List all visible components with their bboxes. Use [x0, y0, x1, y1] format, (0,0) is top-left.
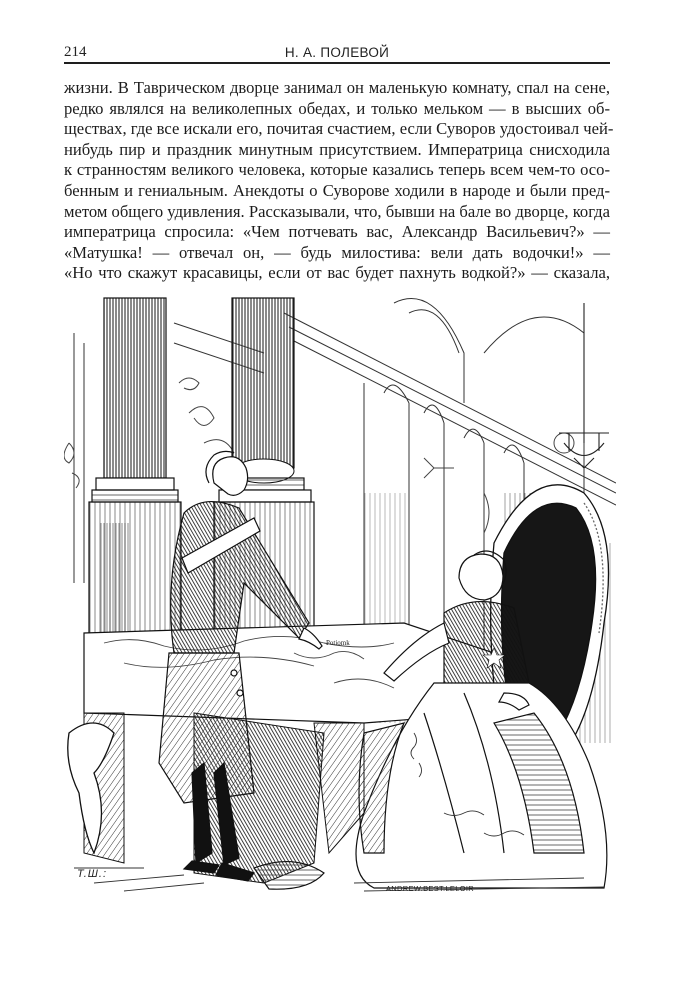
text-line: к странностям великого человека, которые казались теперь всем чем-то осо- — [64, 160, 610, 180]
text-line: жизни. В Таврическом дворце занимал он маленькую комнату, спал на сене, — [64, 78, 610, 97]
text-line: «Но что скажут красавицы, если от вас будет пахнуть водкой?» — сказала, — [64, 263, 610, 283]
engraving-illustration — [64, 293, 616, 893]
text-line: бенным и гениальным. Анекдоты о Суворове ходили в народе и были пред- — [64, 180, 610, 200]
text-line: метом общего удивления. Рассказывали, что, бывши на бале во дворце, когда — [64, 201, 610, 221]
engraver-signature: Т.Ш.: — [77, 868, 108, 880]
text-line: ществах, где все искали его, почитая счастием, если Суворов удостоивал чей- — [64, 119, 614, 139]
header-rule — [64, 62, 610, 64]
body-text — [64, 78, 614, 284]
running-title: Н. А. ПОЛЕВОЙ — [284, 45, 390, 60]
page-number: 214 — [64, 44, 87, 60]
running-head — [64, 44, 610, 62]
text-line: нибудь пир и праздник минутным присутствием. Императрица снисходила — [64, 139, 610, 159]
text-line: редко являлся на великолепных обедах, и только мельком — в высших об- — [64, 98, 610, 118]
text-line: императрица спросила: «Чем потчевать вас, Александр Васильевич?» — — [64, 222, 610, 242]
map-label: Potiomk — [326, 639, 350, 647]
engraving-image — [64, 293, 616, 893]
engraver-credit: ANDREW.BEST.LELOIR — [386, 884, 474, 893]
text-line: «Матушка! — отвечал он, — будь милостива: вели дать водочки!» — — [64, 242, 610, 262]
